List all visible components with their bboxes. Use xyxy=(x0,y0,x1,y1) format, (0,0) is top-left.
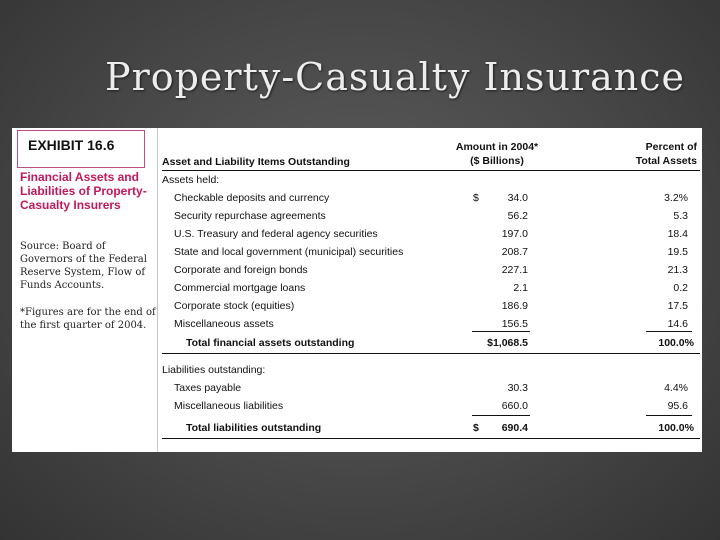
row-amount: 2.1 xyxy=(513,282,528,294)
liabilities-total-label: Total liabilities outstanding xyxy=(186,422,322,434)
liabilities-total-rule xyxy=(162,438,700,439)
header-rule xyxy=(162,170,700,171)
row-percent: 5.3 xyxy=(673,210,688,222)
column-header-items: Asset and Liability Items Outstanding xyxy=(162,156,350,168)
assets-subtotal-rule-amount xyxy=(472,331,530,332)
row-amount: 660.0 xyxy=(501,400,528,412)
assets-heading: Assets held: xyxy=(162,174,220,186)
row-percent: 95.6 xyxy=(667,400,688,412)
row-item: Miscellaneous liabilities xyxy=(174,400,284,412)
assets-total-rule xyxy=(162,353,700,354)
slide-title: Property-Casualty Insurance xyxy=(105,55,686,99)
exhibit-footnote: *Figures are for the end of the first quarter of 2004. xyxy=(20,307,156,331)
liabilities-subtotal-rule-amount xyxy=(472,415,530,416)
row-item: Security repurchase agreements xyxy=(174,210,326,222)
row-amount: 186.9 xyxy=(501,300,528,312)
exhibit-image xyxy=(12,128,702,452)
liabilities-total-amount: 690.4 xyxy=(501,422,528,434)
dollar-sign: $ xyxy=(473,192,479,204)
financial-table xyxy=(162,128,702,452)
row-item: U.S. Treasury and federal agency securities xyxy=(174,228,378,240)
row-percent: 18.4 xyxy=(667,228,688,240)
assets-subtotal-rule-percent xyxy=(646,331,692,332)
exhibit-label-box xyxy=(17,130,145,168)
row-item: Corporate and foreign bonds xyxy=(174,264,308,276)
exhibit-sidebar xyxy=(12,128,158,452)
row-amount: 227.1 xyxy=(501,264,528,276)
column-header-amount-line2: ($ Billions) xyxy=(470,155,524,167)
row-item: State and local government (municipal) securities xyxy=(174,246,404,258)
column-header-percent-line1: Percent of xyxy=(645,141,697,153)
column-header-amount-line1: Amount in 2004* xyxy=(455,141,539,153)
row-item: Taxes payable xyxy=(174,382,242,394)
liabilities-heading: Liabilities outstanding: xyxy=(162,364,266,376)
row-amount: 34.0 xyxy=(507,192,528,204)
row-item: Checkable deposits and currency xyxy=(174,192,330,204)
row-percent: 0.2 xyxy=(673,282,688,294)
row-amount: 197.0 xyxy=(501,228,528,240)
liabilities-total-percent: 100.0% xyxy=(658,422,694,434)
row-amount: 208.7 xyxy=(501,246,528,258)
row-amount: 30.3 xyxy=(507,382,528,394)
assets-total-label: Total financial assets outstanding xyxy=(186,337,355,349)
liabilities-subtotal-rule-percent xyxy=(646,415,692,416)
assets-total-percent: 100.0% xyxy=(658,337,694,349)
exhibit-source: Source: Board of Governors of the Federal Reserve System, Flow of Funds Accounts. xyxy=(20,241,147,291)
exhibit-label: EXHIBIT 16.6 xyxy=(28,137,115,153)
column-header-percent-line2: Total Assets xyxy=(635,155,697,167)
dollar-sign: $ xyxy=(473,422,479,434)
row-percent: 4.4% xyxy=(664,382,688,394)
row-amount: 156.5 xyxy=(501,318,528,330)
row-item: Miscellaneous assets xyxy=(174,318,274,330)
row-item: Commercial mortgage loans xyxy=(174,282,306,294)
row-percent: 17.5 xyxy=(667,300,688,312)
row-item: Corporate stock (equities) xyxy=(174,300,295,312)
row-amount: 56.2 xyxy=(507,210,528,222)
row-percent: 3.2% xyxy=(664,192,688,204)
row-percent: 21.3 xyxy=(667,264,688,276)
exhibit-title: Financial Assets and Liabilities of Property-Casualty Insurers xyxy=(20,170,147,212)
assets-total-amount: $1,068.5 xyxy=(487,337,528,349)
row-percent: 14.6 xyxy=(667,318,688,330)
row-percent: 19.5 xyxy=(667,246,688,258)
